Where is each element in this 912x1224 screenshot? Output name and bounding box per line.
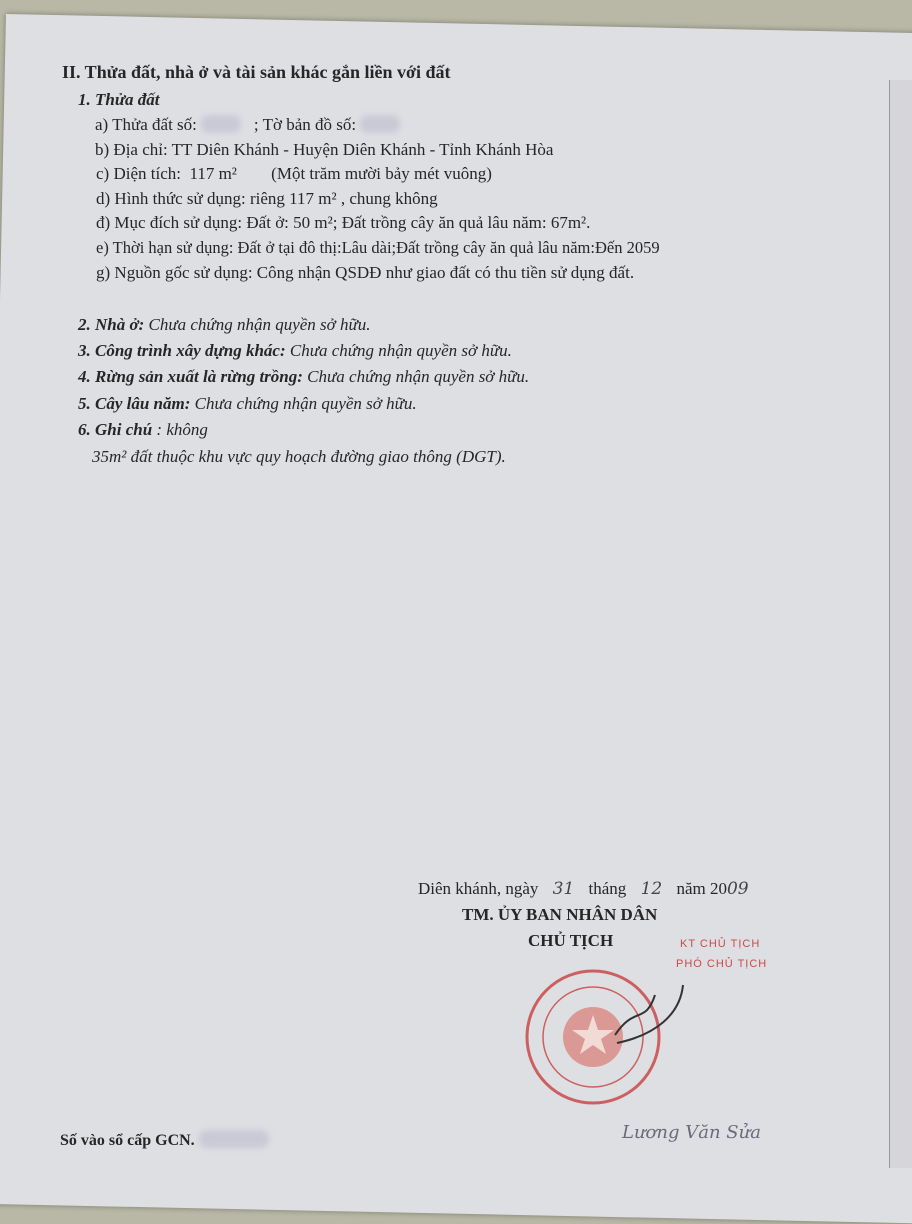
- sign-organization: TM. ỦY BAN NHÂN DÂN: [462, 905, 658, 924]
- item3-label: 3. Công trình xây dựng khác:: [78, 341, 286, 360]
- item1-title: 1. Thửa đất: [78, 90, 160, 109]
- item4-label: 4. Rừng sản xuất là rừng trồng:: [78, 367, 303, 386]
- item3-value: Chưa chứng nhận quyền sở hữu.: [289, 341, 512, 360]
- sign-title: CHỦ TỊCH: [528, 931, 614, 950]
- item5-perennial: [78, 394, 417, 414]
- sign-year-label: năm 20: [676, 879, 727, 898]
- sign-month-label: tháng: [588, 879, 627, 898]
- item-b-address: b) Địa chỉ: TT Diên Khánh - Huyện Diên Khánh - Tỉnh Khánh Hòa: [95, 140, 554, 159]
- stamp-kt-chairman: KT CHỦ TỊCH: [680, 938, 761, 950]
- item-a-map-label: Tờ bản đồ số:: [262, 115, 357, 134]
- signer-name: Lương Văn Sửa: [622, 1122, 761, 1143]
- sign-place: Diên khánh, ngày: [418, 879, 539, 898]
- item5-label: 5. Cây lâu năm:: [78, 394, 191, 413]
- sign-day: 31: [552, 879, 575, 899]
- registry-number: [60, 1130, 269, 1150]
- item-g-origin: g) Nguồn gốc sử dụng: Công nhận QSDĐ như giao đất có thu tiền sử dụng đất.: [96, 263, 635, 282]
- item-c: [96, 164, 492, 184]
- item-dd-purpose: đ) Mục đích sử dụng: Đất ở: 50 m²; Đất trồng cây ăn quả lâu năm: 67m².: [96, 213, 591, 232]
- registry-label: Số vào sổ cấp GCN.: [60, 1132, 195, 1149]
- stamp-vice-chairman: PHÓ CHỦ TỊCH: [676, 958, 768, 970]
- item-a-label: a) Thửa đất số:: [95, 115, 197, 134]
- item-c-label: c) Diện tích:: [96, 164, 181, 183]
- item-a: [95, 115, 400, 135]
- redacted-map-number: [360, 115, 400, 133]
- redacted-registry-number: [199, 1130, 269, 1148]
- sign-month: 12: [640, 879, 663, 899]
- item-e-term: e) Thời hạn sử dụng: Đất ở tại đô thị:Lâu dài;Đất trồng cây ăn quả lâu năm:Đến 2059: [96, 238, 660, 257]
- planning-note: 35m² đất thuộc khu vực quy hoạch đường giao thông (DGT).: [92, 447, 506, 466]
- item2-house: [78, 315, 371, 335]
- item4-value: Chưa chứng nhận quyền sở hữu.: [307, 367, 530, 386]
- item6-value: : không: [156, 420, 208, 439]
- signing-date: [418, 879, 749, 899]
- next-page-edge: [889, 80, 912, 1168]
- item2-label: 2. Nhà ở:: [78, 315, 145, 334]
- section-title: II. Thửa đất, nhà ở và tài sản khác gắn liền với đất: [62, 62, 451, 82]
- sign-year: 09: [726, 879, 749, 899]
- item2-value: Chưa chứng nhận quyền sở hữu.: [148, 315, 371, 334]
- item6-label: 6. Ghi chú: [78, 420, 153, 439]
- item6-note: [78, 420, 208, 440]
- official-seal-icon: [505, 965, 685, 1115]
- item4-forest: [78, 367, 529, 387]
- item-d-usage-form: d) Hình thức sử dụng: riêng 117 m² , chung không: [96, 189, 438, 208]
- redacted-parcel-number: [201, 115, 241, 133]
- item3-construction: [78, 341, 512, 361]
- item5-value: Chưa chứng nhận quyền sở hữu.: [194, 394, 417, 413]
- item-c-words: (Một trăm mười bảy mét vuông): [271, 164, 492, 183]
- item-a-separator: ;: [253, 115, 259, 134]
- item-c-area: 117 m²: [189, 164, 237, 183]
